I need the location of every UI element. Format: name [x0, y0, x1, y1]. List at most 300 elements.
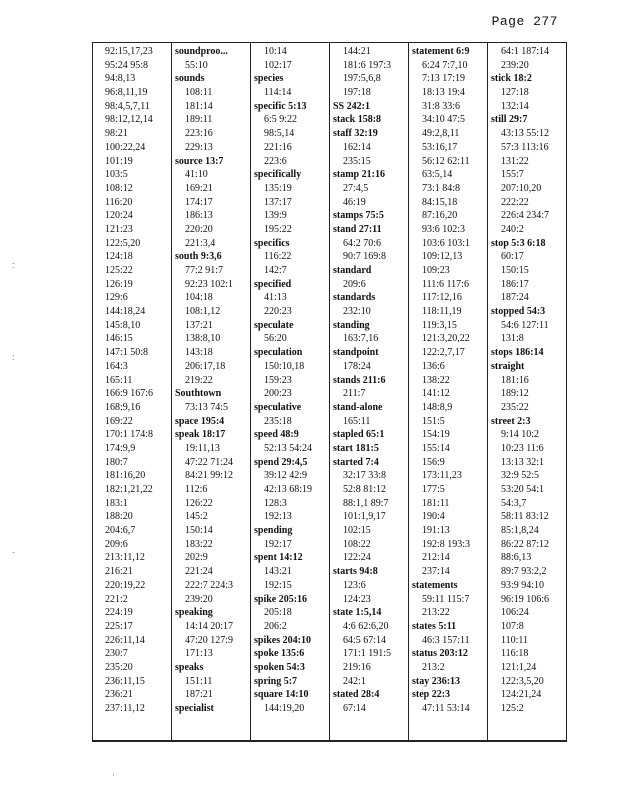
index-term: stands 211:6	[333, 374, 386, 386]
index-reference: 95:24 95:8	[105, 59, 149, 71]
index-reference: 202:9	[185, 552, 208, 564]
index-reference: 192:13	[264, 511, 292, 523]
index-reference: 46:3 157:11	[422, 634, 470, 646]
index-reference: 122:5,20	[105, 237, 141, 249]
index-reference: 206:17,18	[185, 360, 226, 372]
index-term: stop 5:3 6:18	[491, 237, 546, 249]
index-reference: 109:12,13	[422, 251, 463, 263]
index-reference: 213:11,12	[105, 552, 145, 564]
index-reference: 150:15	[501, 265, 529, 276]
index-term: spikes 204:10	[254, 634, 311, 646]
index-reference: 102:17	[264, 59, 292, 71]
index-term: stamp 21:16	[333, 169, 385, 181]
index-reference: 86:22 87:12	[501, 538, 550, 550]
index-term: specific 5:13	[254, 100, 307, 112]
index-reference: 170:1 174:8	[105, 429, 154, 441]
index-reference: 49:2,8,11	[422, 128, 460, 140]
index-term: species	[254, 73, 284, 85]
index-term: stick 18:2	[491, 73, 532, 85]
index-term: state 1:5,14	[333, 607, 382, 619]
index-reference: 124:23	[343, 593, 371, 605]
index-reference: 190:4	[422, 511, 445, 523]
index-reference: 126:22	[185, 497, 213, 509]
index-term: spike 205:16	[254, 593, 308, 605]
index-term: spend 29:4,5	[254, 456, 308, 468]
index-reference: 112:6	[185, 484, 208, 495]
index-reference: 235:18	[264, 415, 292, 427]
index-reference: 19:11,13	[185, 442, 220, 454]
index-reference: 163:7,16	[343, 333, 379, 345]
index-reference: 64:1 187:14	[501, 46, 550, 57]
index-reference: 47:11 53:14	[422, 703, 470, 714]
index-reference: 116:18	[501, 648, 529, 660]
index-reference: 104:18	[185, 292, 213, 304]
index-reference: 144:18,24	[105, 306, 146, 318]
index-reference: 7:13 17:19	[422, 73, 466, 85]
index-term: starts 94:8	[333, 566, 378, 578]
index-reference: 189:12	[501, 388, 529, 400]
index-reference: 132:14	[501, 100, 529, 112]
index-term: step 22:3	[412, 689, 451, 701]
index-reference: 92:15,17,23	[105, 46, 153, 57]
index-reference: 84:21 99:12	[185, 470, 234, 482]
index-term: stopped 54:3	[491, 306, 546, 318]
index-reference: 138:8,10	[185, 333, 221, 345]
index-reference: 31:8 33:6	[422, 100, 461, 112]
index-term: standard	[333, 265, 372, 276]
index-reference: 230:7	[105, 648, 128, 660]
index-reference: 116:20	[105, 196, 133, 208]
index-reference: 88:1,1 89:7	[343, 497, 389, 509]
index-reference: 122:24	[343, 552, 371, 564]
index-reference: 121:3,20,22	[422, 333, 470, 345]
index-reference: 122:2,7,17	[422, 347, 465, 359]
index-reference: 131:22	[501, 155, 529, 167]
index-reference: 223:16	[185, 128, 213, 140]
index-reference: 107:8	[501, 620, 524, 632]
index-reference: 192:8 193:3	[422, 538, 471, 550]
index-reference: 209:6	[105, 538, 128, 550]
page-number: Page 277	[491, 14, 558, 29]
index-reference: 43:13 55:12	[501, 128, 550, 140]
index-reference: 177:5	[422, 484, 445, 495]
index-term: stated 28:4	[333, 689, 380, 701]
index-reference: 165:11	[105, 374, 133, 386]
index-reference: 101:19	[105, 155, 133, 167]
index-term: speak 18:17	[175, 429, 226, 441]
index-reference: 52:8 81:12	[343, 484, 387, 495]
index-term: south 9:3,6	[175, 251, 222, 263]
index-reference: 209:6	[343, 278, 366, 290]
index-reference: 180:7	[105, 456, 128, 468]
index-reference: 73:13 74:5	[185, 401, 229, 413]
index-column-1	[93, 43, 172, 740]
index-reference: 98:4,5,7,11	[105, 100, 150, 112]
index-reference: 181:6 197:3	[343, 59, 392, 71]
index-reference: 56:12 62:11	[422, 155, 470, 167]
index-reference: 221:16	[264, 141, 292, 153]
index-term: speculation	[254, 347, 303, 359]
index-term: status 203:12	[412, 648, 468, 660]
index-reference: 98:5,14	[264, 128, 295, 140]
index-reference: 32:17 33:8	[343, 470, 387, 482]
index-reference: 239:20	[185, 593, 213, 605]
index-term: SS 242:1	[333, 100, 370, 112]
index-reference: 125:22	[105, 265, 133, 276]
index-reference: 154:19	[422, 429, 450, 441]
index-reference: 9:14 10:2	[501, 429, 540, 441]
index-reference: 94:8,13	[105, 73, 136, 85]
index-reference: 240:2	[501, 223, 524, 235]
index-column-5	[409, 43, 488, 740]
index-term: staff 32:19	[333, 128, 378, 140]
index-reference: 205:18	[264, 607, 292, 619]
index-reference: 197:18	[343, 87, 371, 99]
index-reference: 151:5	[422, 415, 445, 427]
index-reference: 225:17	[105, 620, 133, 632]
index-reference: 60:17	[501, 251, 524, 263]
index-reference: 147:1 50:8	[105, 347, 149, 359]
index-reference: 118:11,19	[422, 306, 462, 318]
index-reference: 236:21	[105, 689, 133, 701]
index-term: speaks	[175, 661, 204, 673]
index-reference: 41:13	[264, 292, 287, 304]
index-reference: 67:14	[343, 703, 366, 714]
index-reference: 77:2 91:7	[185, 265, 224, 276]
index-reference: 58:11 83:12	[501, 511, 549, 523]
margin-mark: .	[12, 545, 15, 555]
index-reference: 169:22	[105, 415, 133, 427]
index-reference: 235:15	[343, 155, 371, 167]
index-reference: 103:5	[105, 169, 128, 181]
index-reference: 6:5 9:22	[264, 114, 298, 126]
index-term: statement 6:9	[412, 46, 470, 57]
index-reference: 226:11,14	[105, 634, 145, 646]
index-reference: 174:17	[185, 196, 213, 208]
index-reference: 237:14	[422, 566, 450, 578]
index-term: source 13:7	[175, 155, 224, 167]
index-term: started 7:4	[333, 456, 379, 468]
index-reference: 213:22	[422, 607, 450, 619]
index-reference: 143:18	[185, 347, 213, 359]
index-reference: 155:14	[422, 442, 450, 454]
index-term: spent 14:12	[254, 552, 303, 564]
index-term: start 181:5	[333, 442, 379, 454]
index-reference: 103:6 103:1	[422, 237, 471, 249]
index-reference: 189:11	[185, 114, 213, 126]
index-reference: 131:8	[501, 333, 524, 345]
index-reference: 150:14	[185, 525, 213, 537]
index-term: speculate	[254, 319, 294, 331]
index-reference: 110:11	[501, 634, 529, 646]
index-reference: 192:15	[264, 579, 292, 591]
index-reference: 108:11	[185, 87, 213, 99]
index-term: standing	[333, 319, 370, 331]
index-reference: 137:17	[264, 196, 292, 208]
index-reference: 187:21	[185, 689, 213, 701]
index-term: straight	[491, 360, 525, 372]
index-reference: 169:21	[185, 182, 213, 194]
index-reference: 124:21,24	[501, 689, 542, 701]
index-reference: 116:22	[264, 251, 292, 263]
index-reference: 47:22 71:24	[185, 456, 234, 468]
index-reference: 235:20	[105, 661, 133, 673]
index-reference: 108:22	[343, 538, 371, 550]
index-reference: 46:19	[343, 196, 366, 208]
index-reference: 89:7 93:2,2	[501, 566, 547, 578]
index-reference: 96:8,11,19	[105, 87, 148, 99]
footer-mark: ·	[112, 770, 115, 780]
index-reference: 222:7 224:3	[185, 579, 234, 591]
index-reference: 181:16	[501, 374, 529, 386]
index-reference: 54:6 127:11	[501, 319, 549, 331]
index-reference: 181:11	[422, 497, 450, 509]
index-reference: 101:1,9,17	[343, 511, 386, 523]
index-reference: 120:24	[105, 210, 133, 222]
index-term: spring 5:7	[254, 675, 298, 687]
index-reference: 164:3	[105, 360, 128, 372]
index-reference: 139:9	[264, 210, 287, 222]
index-reference: 156:9	[422, 456, 445, 468]
index-reference: 183:1	[105, 497, 128, 509]
index-reference: 146:15	[105, 333, 133, 345]
index-reference: 111:6 117:6	[422, 278, 469, 290]
index-reference: 183:22	[185, 538, 213, 550]
index-reference: 123:6	[343, 579, 366, 591]
index-reference: 171:13	[185, 648, 213, 660]
index-reference: 171:1 191:5	[343, 648, 392, 660]
index-reference: 18:13 19:4	[422, 87, 466, 99]
index-reference: 53:20 54:1	[501, 484, 545, 495]
index-term: sounds	[175, 73, 205, 85]
index-term: statements	[412, 579, 458, 591]
index-reference: 138:22	[422, 374, 450, 386]
index-reference: 106:24	[501, 607, 529, 619]
index-reference: 126:19	[105, 278, 133, 290]
index-reference: 221:24	[185, 566, 213, 578]
index-reference: 165:11	[343, 415, 371, 427]
index-term: stand-alone	[333, 401, 383, 413]
index-reference: 129:6	[105, 292, 128, 304]
index-reference: 63:5,14	[422, 169, 453, 181]
index-reference: 121:1,24	[501, 661, 537, 673]
index-term: stamps 75:5	[333, 210, 384, 222]
index-reference: 55:10	[185, 59, 208, 71]
index-reference: 127:18	[501, 87, 529, 99]
index-column-2	[172, 43, 251, 740]
index-reference: 124:18	[105, 251, 133, 263]
index-reference: 219:16	[343, 661, 371, 673]
index-reference: 155:7	[501, 169, 524, 181]
index-reference: 14:14 20:17	[185, 620, 234, 632]
index-term: specialist	[175, 703, 214, 714]
index-reference: 232:10	[343, 306, 371, 318]
index-reference: 100:22,24	[105, 141, 146, 153]
index-reference: 73:1 84:8	[422, 182, 461, 194]
index-term: Southtown	[175, 388, 222, 400]
index-reference: 117:12,16	[422, 292, 462, 304]
index-reference: 109:23	[422, 265, 450, 276]
index-reference: 239:20	[501, 59, 529, 71]
index-reference: 10:14	[264, 46, 287, 57]
index-reference: 88:6,13	[501, 552, 532, 564]
index-reference: 6:24 7:7,10	[422, 59, 468, 71]
index-reference: 168:9,16	[105, 401, 141, 413]
index-reference: 223:6	[264, 155, 287, 167]
index-reference: 229:13	[185, 141, 213, 153]
index-reference: 211:7	[343, 388, 366, 400]
index-term: street 2:3	[491, 415, 531, 427]
index-term: standpoint	[333, 347, 379, 359]
index-reference: 236:11,15	[105, 675, 145, 687]
index-reference: 166:9 167:6	[105, 388, 154, 400]
index-reference: 27:4,5	[343, 182, 369, 194]
index-column-4	[330, 43, 409, 740]
index-reference: 162:14	[343, 141, 371, 153]
index-reference: 10:23 11:6	[501, 442, 544, 454]
index-term: spending	[254, 525, 293, 537]
index-reference: 87:16,20	[422, 210, 458, 222]
index-reference: 56:20	[264, 333, 287, 345]
index-reference: 53:16,17	[422, 141, 458, 153]
index-reference: 226:4 234:7	[501, 210, 550, 222]
index-reference: 204:6,7	[105, 525, 136, 537]
index-reference: 237:11,12	[105, 703, 145, 714]
index-reference: 57:3 113:16	[501, 141, 549, 153]
index-reference: 206:2	[264, 620, 287, 632]
index-term: specified	[254, 278, 292, 290]
index-reference: 34:10 47:5	[422, 114, 466, 126]
index-reference: 150:10,18	[264, 360, 305, 372]
index-reference: 222:22	[501, 196, 529, 208]
index-column-6	[488, 43, 566, 740]
index-reference: 221:2	[105, 593, 128, 605]
index-reference: 98:21	[105, 128, 128, 140]
index-reference: 144:19,20	[264, 703, 305, 714]
margin-mark: :	[12, 260, 15, 270]
index-term: specifics	[254, 237, 290, 249]
index-term: standards	[333, 292, 376, 304]
index-reference: 136:6	[422, 360, 445, 372]
index-reference: 219:22	[185, 374, 213, 386]
index-reference: 92:23 102:1	[185, 278, 234, 290]
index-reference: 4:6 62:6,20	[343, 620, 389, 632]
index-reference: 13:13 32:1	[501, 456, 545, 468]
index-reference: 39:12 42:9	[264, 470, 308, 482]
index-reference: 224:19	[105, 607, 133, 619]
index-reference: 59:11 115:7	[422, 593, 470, 605]
index-reference: 47:20 127:9	[185, 634, 234, 646]
word-index-table	[92, 42, 567, 742]
index-reference: 52:13 54:24	[264, 442, 313, 454]
index-term: stack 158:8	[333, 114, 382, 126]
index-reference: 108:1,12	[185, 306, 221, 318]
index-reference: 213:2	[422, 661, 445, 673]
index-reference: 64:5 67:14	[343, 634, 387, 646]
index-reference: 200:23	[264, 388, 292, 400]
index-reference: 145:2	[185, 511, 208, 523]
index-reference: 220:19,22	[105, 579, 146, 591]
index-reference: 121:23	[105, 223, 133, 235]
index-reference: 178:24	[343, 360, 371, 372]
index-reference: 144:21	[343, 46, 371, 57]
index-reference: 192:17	[264, 538, 292, 550]
index-reference: 102:15	[343, 525, 371, 537]
index-reference: 122:3,5,20	[501, 675, 544, 687]
index-reference: 84:15,18	[422, 196, 458, 208]
index-term: speaking	[175, 607, 213, 619]
index-reference: 187:24	[501, 292, 529, 304]
index-reference: 137:21	[185, 319, 213, 331]
index-reference: 235:22	[501, 401, 529, 413]
index-term: stay 236:13	[412, 675, 461, 687]
index-reference: 220:20	[185, 223, 213, 235]
index-reference: 41:10	[185, 169, 208, 181]
index-reference: 142:7	[264, 265, 287, 276]
index-reference: 141:12	[422, 388, 450, 400]
index-reference: 188:20	[105, 511, 133, 523]
index-reference: 90:7 169:8	[343, 251, 387, 263]
index-reference: 32:9 52:5	[501, 470, 540, 482]
index-reference: 108:12	[105, 182, 133, 194]
index-reference: 96:19 106:6	[501, 593, 550, 605]
index-reference: 173:11,23	[422, 470, 462, 482]
index-column-3	[251, 43, 330, 740]
index-reference: 125:2	[501, 703, 524, 714]
index-reference: 145:8,10	[105, 319, 141, 331]
index-reference: 143:21	[264, 566, 292, 578]
index-reference: 174:9,9	[105, 442, 136, 454]
index-reference: 216:21	[105, 566, 133, 578]
index-term: space 195:4	[175, 415, 225, 427]
index-term: spoke 135:6	[254, 648, 305, 660]
index-reference: 64:2 70:6	[343, 237, 382, 249]
index-reference: 148:8,9	[422, 401, 453, 413]
index-term: square 14:10	[254, 689, 309, 701]
index-reference: 181:14	[185, 100, 213, 112]
index-reference: 182:1,21,22	[105, 484, 153, 495]
index-reference: 151:11	[185, 675, 213, 687]
index-term: states 5:11	[412, 620, 457, 632]
index-reference: 191:13	[422, 525, 450, 537]
index-reference: 197:5,6,8	[343, 73, 381, 85]
index-reference: 85:1,8,24	[501, 525, 539, 537]
index-term: spoken 54:3	[254, 661, 305, 673]
index-reference: 195:22	[264, 223, 292, 235]
index-reference: 220:23	[264, 306, 292, 318]
index-term: speculative	[254, 401, 302, 413]
index-term: stops 186:14	[491, 347, 544, 359]
index-reference: 119:3,15	[422, 319, 457, 331]
index-reference: 128:3	[264, 497, 287, 509]
index-reference: 54:3,7	[501, 497, 527, 509]
index-term: soundproo...	[175, 46, 228, 57]
index-reference: 186:17	[501, 278, 529, 290]
index-reference: 98:12,12,14	[105, 114, 153, 126]
index-reference: 93:9 94:10	[501, 579, 545, 591]
index-reference: 93:6 102:3	[422, 223, 466, 235]
index-term: stapled 65:1	[333, 429, 385, 441]
index-reference: 159:23	[264, 374, 292, 386]
index-term: still 29:7	[491, 114, 528, 126]
index-reference: 114:14	[264, 87, 292, 99]
index-reference: 221:3,4	[185, 237, 216, 249]
margin-mark: :	[12, 352, 15, 362]
index-reference: 242:1	[343, 675, 366, 687]
index-term: stand 27:11	[333, 223, 382, 235]
index-reference: 186:13	[185, 210, 213, 222]
index-reference: 181:16,20	[105, 470, 146, 482]
